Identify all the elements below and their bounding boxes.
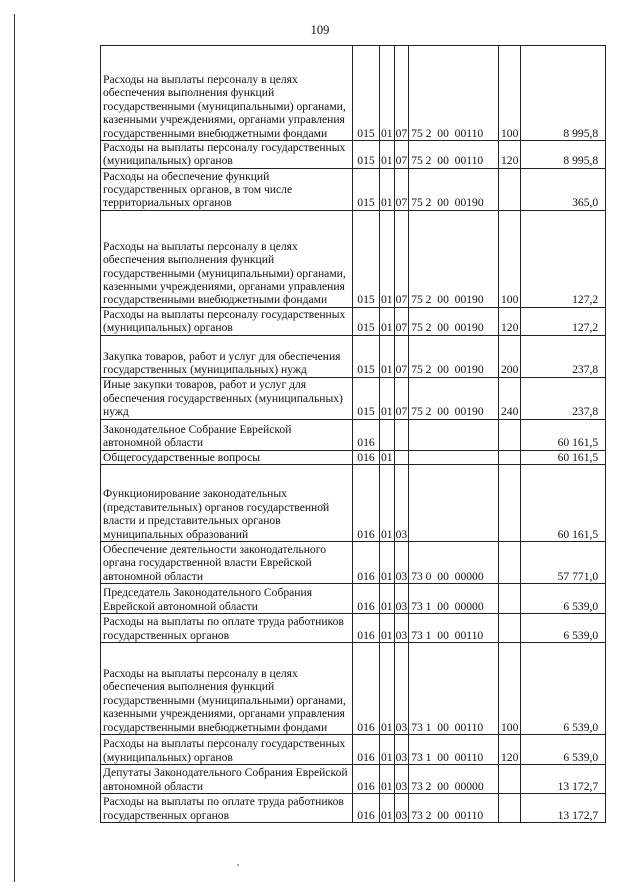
ministry-code-cell: 015 [353, 377, 380, 419]
target-article-cell: 73 1 00 00110 [409, 614, 499, 643]
ministry-code-cell: 016 [353, 735, 380, 765]
amount-cell: 8 995,8 [521, 141, 606, 169]
amount-cell: 127,2 [521, 307, 606, 335]
ministry-code-cell: 016 [353, 542, 380, 584]
table-row [101, 614, 606, 643]
ministry-code-cell: 016 [353, 794, 380, 823]
section-code-cell: 01 [380, 210, 395, 307]
amount-cell: 6 539,0 [521, 643, 606, 735]
amount-cell: 237,8 [521, 335, 606, 377]
section-code-cell: 01 [380, 168, 395, 210]
amount-cell: 6 539,0 [521, 584, 606, 614]
section-code-cell: 01 [380, 765, 395, 794]
subsection-code-cell: 07 [394, 377, 409, 419]
target-article-cell: 73 1 00 00110 [409, 643, 499, 735]
row-name-cell: Расходы на выплаты персоналу в целях обеспечения выполнения функций государственными (муниципальными) органами, казенными учреждениями, органами управления государственными внебюджетными фондами [101, 643, 353, 735]
row-name-cell: Функционирование законодательных (представительных) органов государственной власти и представительных органов муниципальных образований [101, 465, 353, 542]
expense-type-cell [499, 465, 521, 542]
table-row [101, 794, 606, 823]
expense-type-cell: 120 [499, 141, 521, 169]
subsection-code-cell: 03 [394, 584, 409, 614]
row-name-cell: Расходы на выплаты по оплате труда работников государственных органов [101, 794, 353, 823]
ministry-code-cell: 015 [353, 141, 380, 169]
expense-type-cell [499, 419, 521, 450]
expense-type-cell [499, 542, 521, 584]
table-row [101, 46, 606, 141]
subsection-code-cell: 07 [394, 210, 409, 307]
target-article-cell: 75 2 00 00190 [409, 210, 499, 307]
amount-cell: 365,0 [521, 168, 606, 210]
target-article-cell: 75 2 00 00110 [409, 46, 499, 141]
section-code-cell: 01 [380, 614, 395, 643]
amount-cell: 60 161,5 [521, 450, 606, 464]
subsection-code-cell: 03 [394, 735, 409, 765]
expense-type-cell: 120 [499, 735, 521, 765]
ministry-code-cell: 016 [353, 643, 380, 735]
ministry-code-cell: 016 [353, 465, 380, 542]
ministry-code-cell: 015 [353, 46, 380, 141]
target-article-cell: 75 2 00 00110 [409, 141, 499, 169]
subsection-code-cell: 03 [394, 542, 409, 584]
subsection-code-cell: 07 [394, 141, 409, 169]
target-article-cell: 75 2 00 00190 [409, 168, 499, 210]
target-article-cell: 75 2 00 00190 [409, 377, 499, 419]
table-row [101, 643, 606, 735]
expense-type-cell [499, 450, 521, 464]
target-article-cell [409, 465, 499, 542]
section-code-cell: 01 [380, 542, 395, 584]
subsection-code-cell: 07 [394, 168, 409, 210]
ministry-code-cell: 015 [353, 210, 380, 307]
amount-cell: 8 995,8 [521, 46, 606, 141]
ministry-code-cell: 016 [353, 765, 380, 794]
table-row [101, 335, 606, 377]
expense-type-cell: 100 [499, 46, 521, 141]
table-row [101, 765, 606, 794]
section-code-cell: 01 [380, 465, 395, 542]
row-name-cell: Иные закупки товаров, работ и услуг для обеспечения государственных (муниципальных) нужд [101, 377, 353, 419]
table-row [101, 735, 606, 765]
row-name-cell: Расходы на выплаты персоналу государственных (муниципальных) органов [101, 141, 353, 169]
row-name-cell: Расходы на выплаты персоналу государственных (муниципальных) органов [101, 735, 353, 765]
amount-cell: 6 539,0 [521, 614, 606, 643]
row-name-cell: Расходы на выплаты персоналу государственных (муниципальных) органов [101, 307, 353, 335]
table-row [101, 450, 606, 464]
subsection-code-cell: 03 [394, 794, 409, 823]
expense-type-cell: 240 [499, 377, 521, 419]
target-article-cell: 75 2 00 00190 [409, 307, 499, 335]
table-row [101, 584, 606, 614]
expense-type-cell: 200 [499, 335, 521, 377]
row-name-cell: Расходы на выплаты по оплате труда работников государственных органов [101, 614, 353, 643]
row-name-cell: Законодательное Собрание Еврейской автономной области [101, 419, 353, 450]
subsection-code-cell [394, 419, 409, 450]
ministry-code-cell: 016 [353, 614, 380, 643]
section-code-cell: 01 [380, 335, 395, 377]
subsection-code-cell: 03 [394, 614, 409, 643]
ministry-code-cell: 016 [353, 450, 380, 464]
row-name-cell: Расходы на обеспечение функций государственных органов, в том числе территориальных органов [101, 168, 353, 210]
section-code-cell: 01 [380, 735, 395, 765]
target-article-cell [409, 450, 499, 464]
amount-cell: 237,8 [521, 377, 606, 419]
section-code-cell [380, 419, 395, 450]
table-row [101, 307, 606, 335]
amount-cell: 13 172,7 [521, 765, 606, 794]
amount-cell: 57 771,0 [521, 542, 606, 584]
subsection-code-cell: 03 [394, 765, 409, 794]
row-name-cell: Закупка товаров, работ и услуг для обеспечения государственных (муниципальных) нужд [101, 335, 353, 377]
subsection-code-cell: 03 [394, 465, 409, 542]
expense-type-cell: 100 [499, 643, 521, 735]
section-code-cell: 01 [380, 643, 395, 735]
table-row [101, 168, 606, 210]
section-code-cell: 01 [380, 377, 395, 419]
subsection-code-cell [394, 450, 409, 464]
table-row [101, 419, 606, 450]
expense-type-cell: 120 [499, 307, 521, 335]
page-number: 109 [310, 23, 330, 37]
section-code-cell: 01 [380, 307, 395, 335]
budget-table [100, 45, 606, 823]
expense-type-cell [499, 614, 521, 643]
amount-cell: 13 172,7 [521, 794, 606, 823]
row-name-cell: Депутаты Законодательного Собрания Еврейской автономной области [101, 765, 353, 794]
amount-cell: 60 161,5 [521, 419, 606, 450]
section-code-cell: 01 [380, 584, 395, 614]
target-article-cell: 75 2 00 00190 [409, 335, 499, 377]
table-row [101, 141, 606, 169]
expense-type-cell [499, 584, 521, 614]
ministry-code-cell: 016 [353, 419, 380, 450]
row-name-cell: Председатель Законодательного Собрания Еврейской автономной области [101, 584, 353, 614]
left-margin-line [14, 14, 15, 882]
target-article-cell: 73 0 00 00000 [409, 542, 499, 584]
scan-speck [237, 864, 239, 866]
ministry-code-cell: 016 [353, 584, 380, 614]
target-article-cell: 73 1 00 00000 [409, 584, 499, 614]
amount-cell: 60 161,5 [521, 465, 606, 542]
amount-cell: 6 539,0 [521, 735, 606, 765]
subsection-code-cell: 07 [394, 335, 409, 377]
ministry-code-cell: 015 [353, 168, 380, 210]
row-name-cell: Расходы на выплаты персоналу в целях обеспечения выполнения функций государственными (муниципальными) органами, казенными учреждениями, органами управления государственными внебюджетными фондами [101, 210, 353, 307]
ministry-code-cell: 015 [353, 335, 380, 377]
table-row [101, 210, 606, 307]
subsection-code-cell: 03 [394, 643, 409, 735]
target-article-cell: 73 1 00 00110 [409, 735, 499, 765]
target-article-cell: 73 2 00 00110 [409, 794, 499, 823]
subsection-code-cell: 07 [394, 307, 409, 335]
amount-cell: 127,2 [521, 210, 606, 307]
target-article-cell: 73 2 00 00000 [409, 765, 499, 794]
section-code-cell: 01 [381, 450, 393, 464]
expense-type-cell [499, 168, 521, 210]
expense-type-cell: 100 [499, 210, 521, 307]
expense-type-cell [499, 794, 521, 823]
section-code-cell: 01 [380, 794, 395, 823]
table-row [101, 377, 606, 419]
table-row [101, 542, 606, 584]
row-name-cell: Расходы на выплаты персоналу в целях обеспечения выполнения функций государственными (муниципальными) органами, казенными учреждениями, органами управления государственными внебюджетными фондами [101, 46, 353, 141]
expense-type-cell [499, 765, 521, 794]
section-code-cell: 01 [380, 46, 395, 141]
row-name-cell: Обеспечение деятельности законодательного органа государственной власти Еврейской автономной области [101, 542, 353, 584]
target-article-cell [409, 419, 499, 450]
row-name-cell: Общегосударственные вопросы [101, 450, 353, 464]
subsection-code-cell: 07 [394, 46, 409, 141]
ministry-code-cell: 015 [353, 307, 380, 335]
table-row [101, 465, 606, 542]
section-code-cell: 01 [380, 141, 395, 169]
